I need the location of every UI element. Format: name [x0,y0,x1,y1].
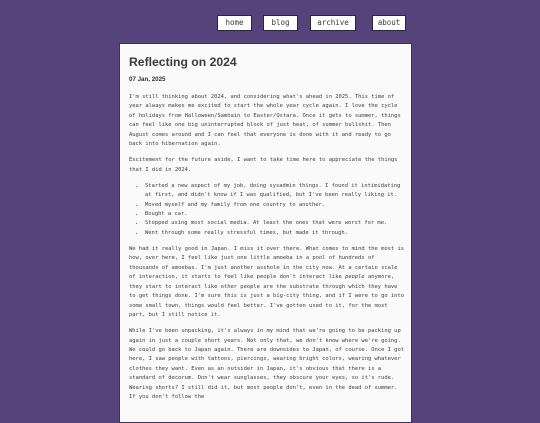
post-paragraph-3-start: We had it really good in Japan. I miss it over there. What comes to mind the most is how, over here, I feel like just one little amoeba in a pool of hundreds of thousands of amoebas. I'm just another asshole in the city now. At a certain scale of interaction, it starts to feel like people don't interact like [129,246,404,281]
nav-archive-link[interactable]: archive [310,15,356,31]
list-item: • Bought a car. [145,210,407,219]
post-date: 07 Jan, 2025 [129,76,166,83]
post-paragraph-2: Excitement for the future aside, I want to take time here to appreciate the things that I did in 2024. [129,157,398,173]
post-card [119,43,412,423]
post-paragraph-3 [129,245,407,320]
list-item: • Stopped using most social media. At least the ones that were worst for me. [145,219,407,228]
post-paragraph-1: I'm still thinking about 2024, and considering what's ahead in 2025. This time of year always makes me excited to start the whole year cycle again. I love the cycle of holidays from Halloween/Samhain to Easter/Ostara. Once it gets to summer, things can feel like one big uninterrupted block of just heat, of summer bullshit. Then August comes around and I can feel that everyone is done with it and ready to go back into hibernation again. [129,94,401,148]
nav-about-link[interactable]: about [372,15,406,31]
nav-blog-link[interactable]: blog [263,15,298,31]
post-paragraph-3-emphasis: people [345,274,365,281]
post-title: Reflecting on 2024 [129,55,237,69]
nav-home-link[interactable]: home [217,15,252,31]
post-body [129,93,407,409]
post-paragraph-4: While I've been unpacking, it's always in my mind that we're going to be packing up again in just a couple short years. Not only that, we don't know where we're going. We could go back to Japan again. There are downsides to Japan, of course. Once I got here, I saw people with tattoos, piercings, wearing bright colors, wearing whatever clothes they want. Even as an outsider in Japan, it's obvious that there is a standard of decorum. Don't wear sunglasses, they obscure your eyes, so it's rude. Wearing shorts? I still did it, but most people don't, even in the dead of summer. If you don't follow the [129,328,404,400]
post-paragraph-3-end: anymore, they start to interact like other people are the substrate through which they have to get things done. I'm sure this is just a big-city thing, and if I were to go into some small town, things would feel better. I've gotten used to it, for the most part, but I still notice it. [129,274,404,318]
list-item: • Moved myself and my family from one country to another. [145,201,407,210]
list-item: • Went through some really stressful times, but made it through. [145,229,407,238]
list-item: • Started a new aspect of my job, doing sysadmin things. I found it intimidating at first, and didn't know if I was qualified, but I've been really liking it. [145,182,407,201]
accomplishments-list [129,182,407,238]
